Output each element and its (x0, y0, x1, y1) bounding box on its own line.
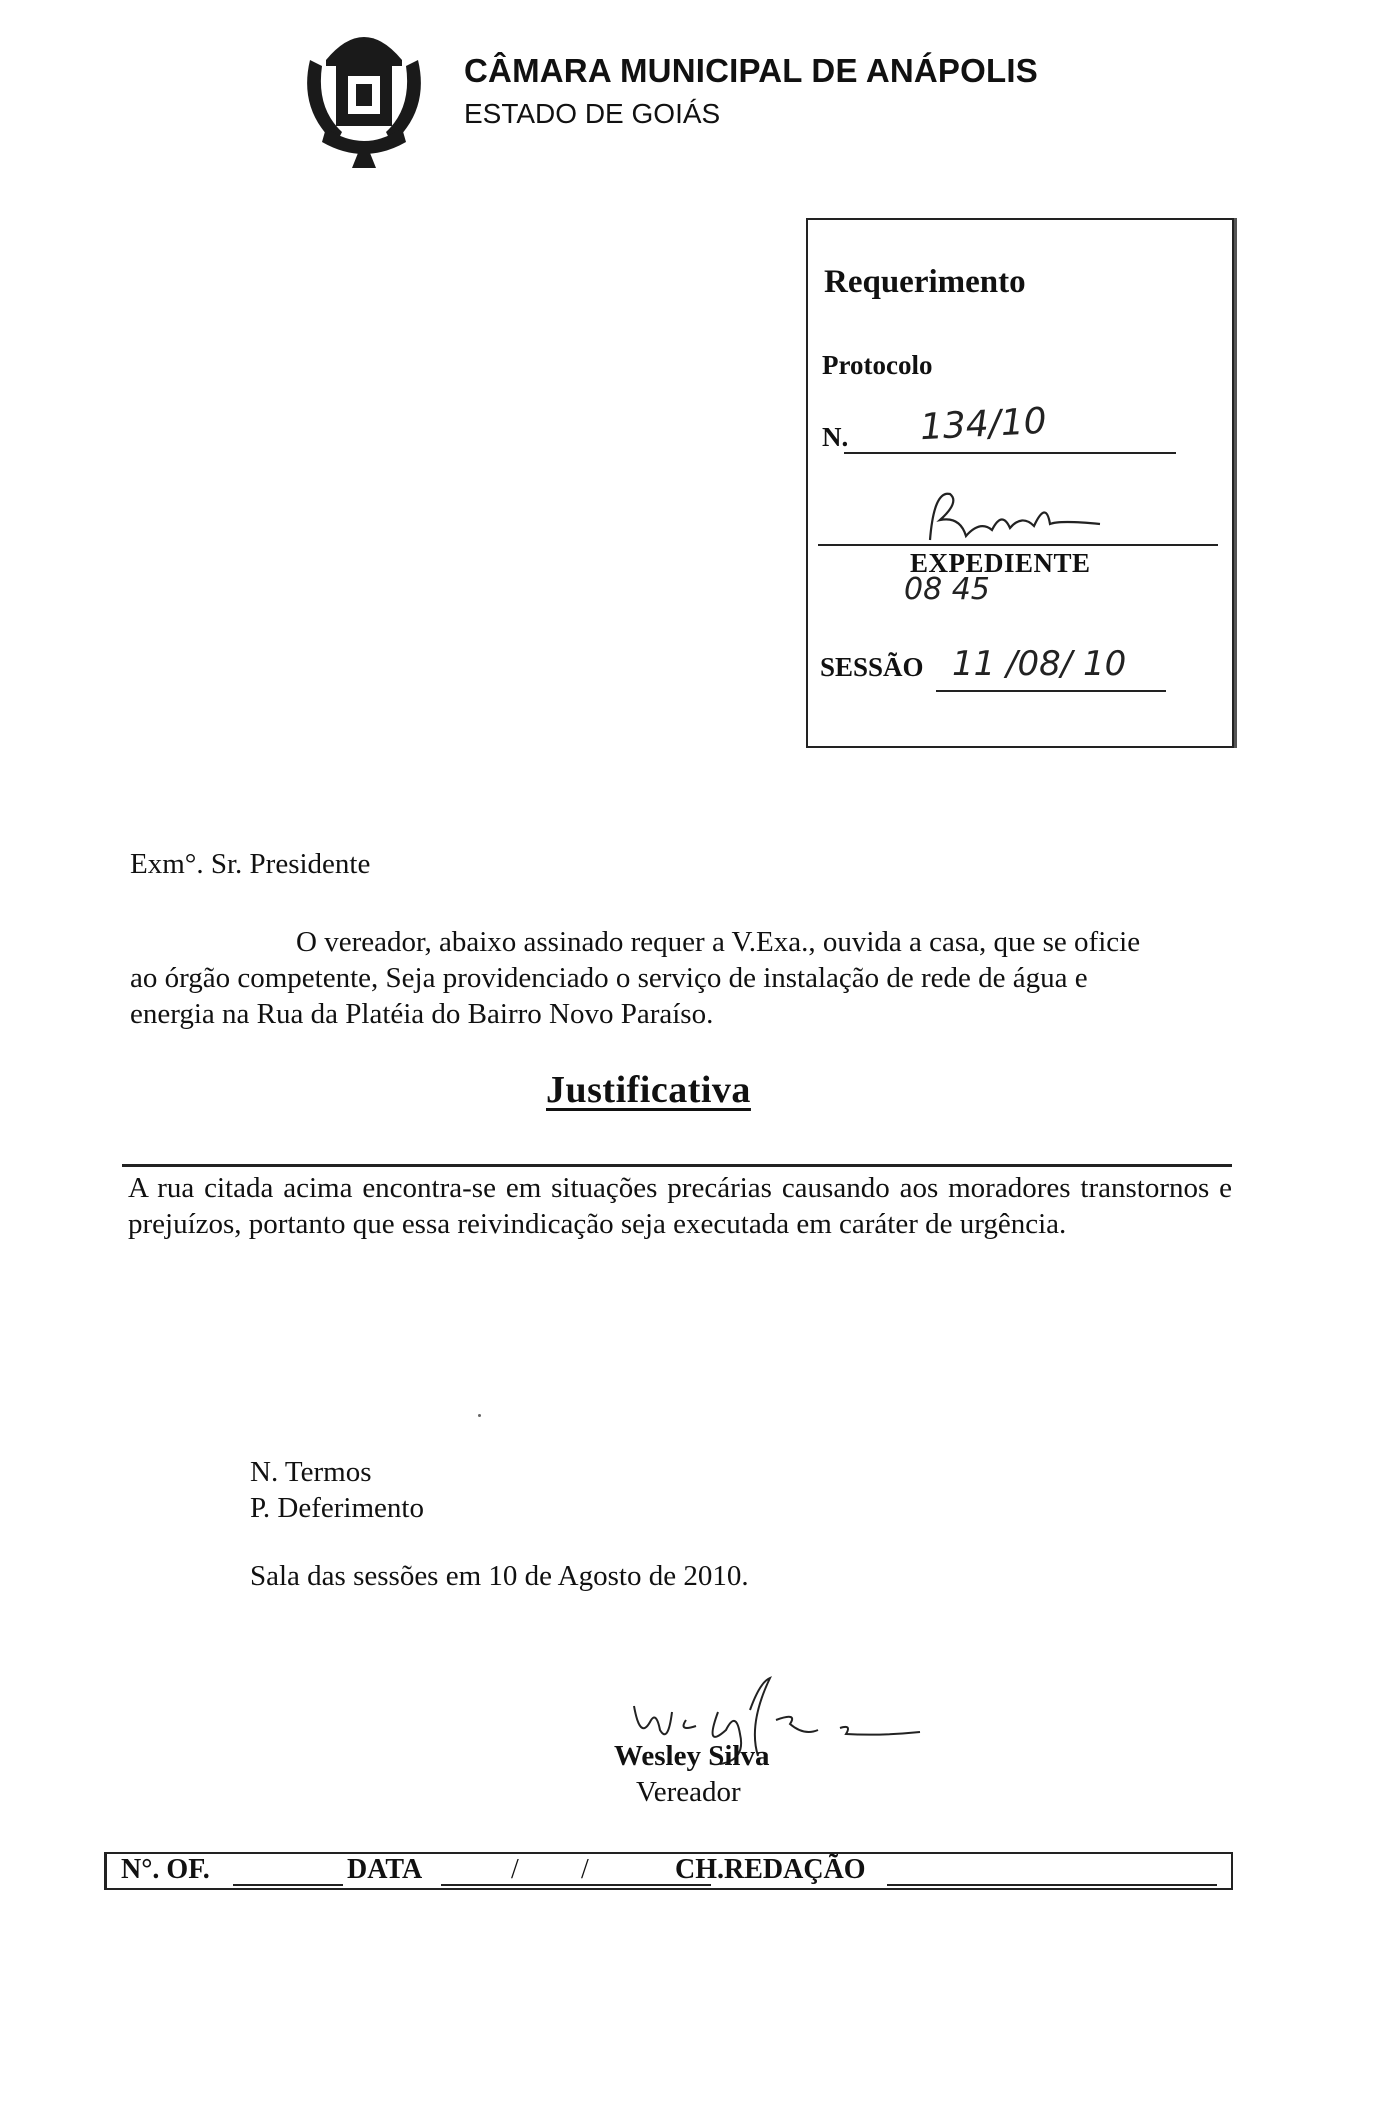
date-label: DATA (347, 1854, 423, 1885)
sessao-label: SESSÃO (820, 652, 924, 682)
ch-redacao-label: CH.REDAÇÃO (675, 1854, 866, 1885)
justification-heading: Justificativa (546, 1069, 751, 1111)
scan-speck (478, 1414, 481, 1417)
signer-name: Wesley Silva (614, 1740, 770, 1772)
request-rest: ao órgão competente, Seja providenciado o serviço de instalação de rede de água e energia na Rua da Platéia do Bairro Novo Paraíso. (130, 962, 1088, 1030)
salutation: Exm°. Sr. Presidente (130, 848, 371, 880)
date-separator-2: / (581, 1854, 589, 1885)
sessao-value: 11 /08/ 10 (952, 644, 1127, 684)
protocol-number-value: 134/10 (919, 400, 1048, 449)
municipal-crest-icon (296, 20, 432, 170)
request-first-line: O vereador, abaixo assinado requer a V.Exa., ouvida a casa, que se oficie (296, 926, 1141, 958)
protocol-number-line (844, 452, 1176, 454)
expediente-value: 08 45 (904, 572, 990, 607)
office-number-line (233, 1884, 343, 1886)
request-paragraph (130, 924, 1170, 1032)
sessao-line (936, 690, 1166, 692)
org-name: CÂMARA MUNICIPAL DE ANÁPOLIS (464, 52, 1038, 89)
protocol-number-label: N. (822, 422, 849, 452)
date-separator-1: / (511, 1854, 519, 1885)
state-name: ESTADO DE GOIÁS (464, 98, 721, 129)
closing-deferimento: P. Deferimento (250, 1492, 424, 1524)
protocol-box-title: Requerimento (824, 264, 1026, 300)
office-footer-form (104, 1852, 1233, 1890)
office-number-label: N°. OF. (121, 1854, 210, 1885)
clerk-initials-scribble (910, 480, 1120, 550)
date-line (441, 1884, 711, 1886)
justification-text: A rua citada acima encontra-se em situações precárias causando aos moradores transtornos e prejuízos, portanto que essa reivindicação seja executada em caráter de urgência. (128, 1172, 1232, 1240)
signer-role: Vereador (636, 1776, 741, 1808)
protocol-label: Protocolo (822, 350, 933, 380)
justification-rule (122, 1164, 1232, 1167)
closing-terms: N. Termos (250, 1456, 372, 1488)
expediente-rule (818, 544, 1218, 546)
ch-redacao-line (887, 1884, 1217, 1886)
expediente-label: EXPEDIENTE (910, 548, 1091, 578)
place-date: Sala das sessões em 10 de Agosto de 2010. (250, 1560, 749, 1592)
